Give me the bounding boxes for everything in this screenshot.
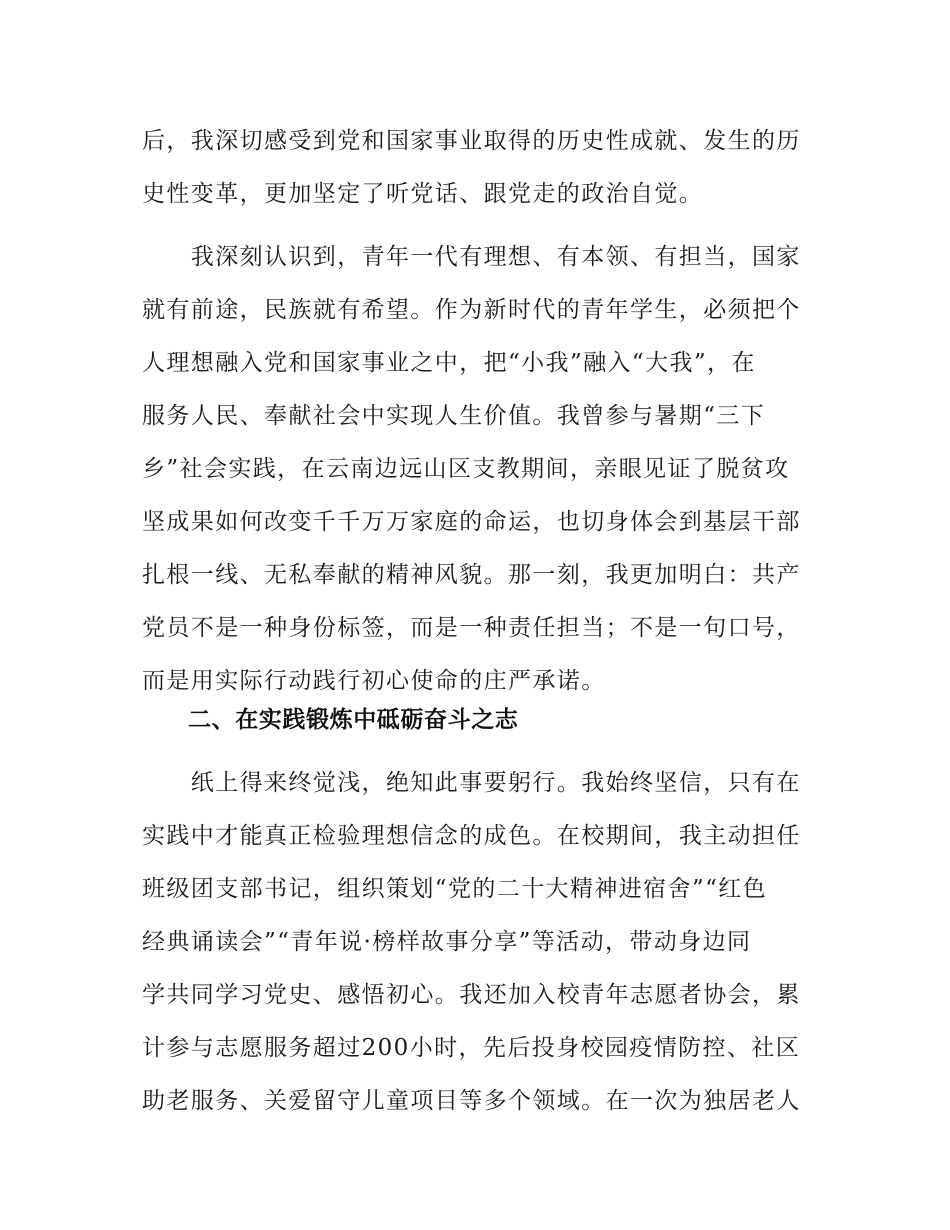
section-heading: 二、在实践锻炼中砥砺奋斗之志 — [188, 707, 519, 733]
paragraph-3-line-4: 经典诵读会”“青年说·榜样故事分享”等活动，带动身边同 — [142, 929, 752, 955]
paragraph-3-line-5: 学共同学习党史、感悟初心。我还加入校青年志愿者协会，累 — [142, 982, 801, 1008]
paragraph-2-line-2: 就有前途，民族就有希望。作为新时代的青年学生，必须把个 — [142, 297, 801, 323]
paragraph-3-line-1: 纸上得来终觉浅，绝知此事要躬行。我始终坚信，只有在 — [142, 770, 801, 796]
paragraph-3-line-3: 班级团支部书记，组织策划“党的二十大精神进宿舍”“红色 — [142, 876, 768, 902]
paragraph-2-line-1: 我深刻认识到，青年一代有理想、有本领、有担当，国家 — [142, 244, 801, 270]
paragraph-2-line-6: 坚成果如何改变千千万万家庭的命运，也切身体会到基层干部 — [142, 509, 801, 535]
paragraph-2-line-3: 人理想融入党和国家事业之中，把“小我”融入“大我”，在 — [142, 350, 756, 376]
paragraph-3-line-2: 实践中才能真正检验理想信念的成色。在校期间，我主动担任 — [142, 823, 801, 849]
paragraph-2-line-5: 乡”社会实践，在云南边远山区支教期间，亲眼见证了脱贫攻 — [142, 456, 790, 482]
paragraph-1-line-2: 史性变革，更加坚定了听党话、跟党走的政治自觉。 — [142, 181, 704, 207]
paragraph-3-line-6: 计参与志愿服务超过200小时，先后投身校园疫情防控、社区 — [142, 1035, 801, 1061]
paragraph-2-line-9: 而是用实际行动践行初心使命的庄严承诺。 — [142, 668, 606, 694]
paragraph-1-line-1: 后，我深切感受到党和国家事业取得的历史性成就、发生的历 — [142, 128, 801, 154]
paragraph-2-line-7: 扎根一线、无私奉献的精神风貌。那一刻，我更加明白：共产 — [142, 562, 801, 588]
paragraph-2-line-4: 服务人民、奉献社会中实现人生价值。我曾参与暑期“三下 — [142, 403, 766, 429]
paragraph-3-line-7: 助老服务、关爱留守儿童项目等多个领域。在一次为独居老人 — [142, 1088, 801, 1114]
paragraph-2-line-8: 党员不是一种身份标签，而是一种责任担当；不是一句口号， — [142, 615, 801, 641]
